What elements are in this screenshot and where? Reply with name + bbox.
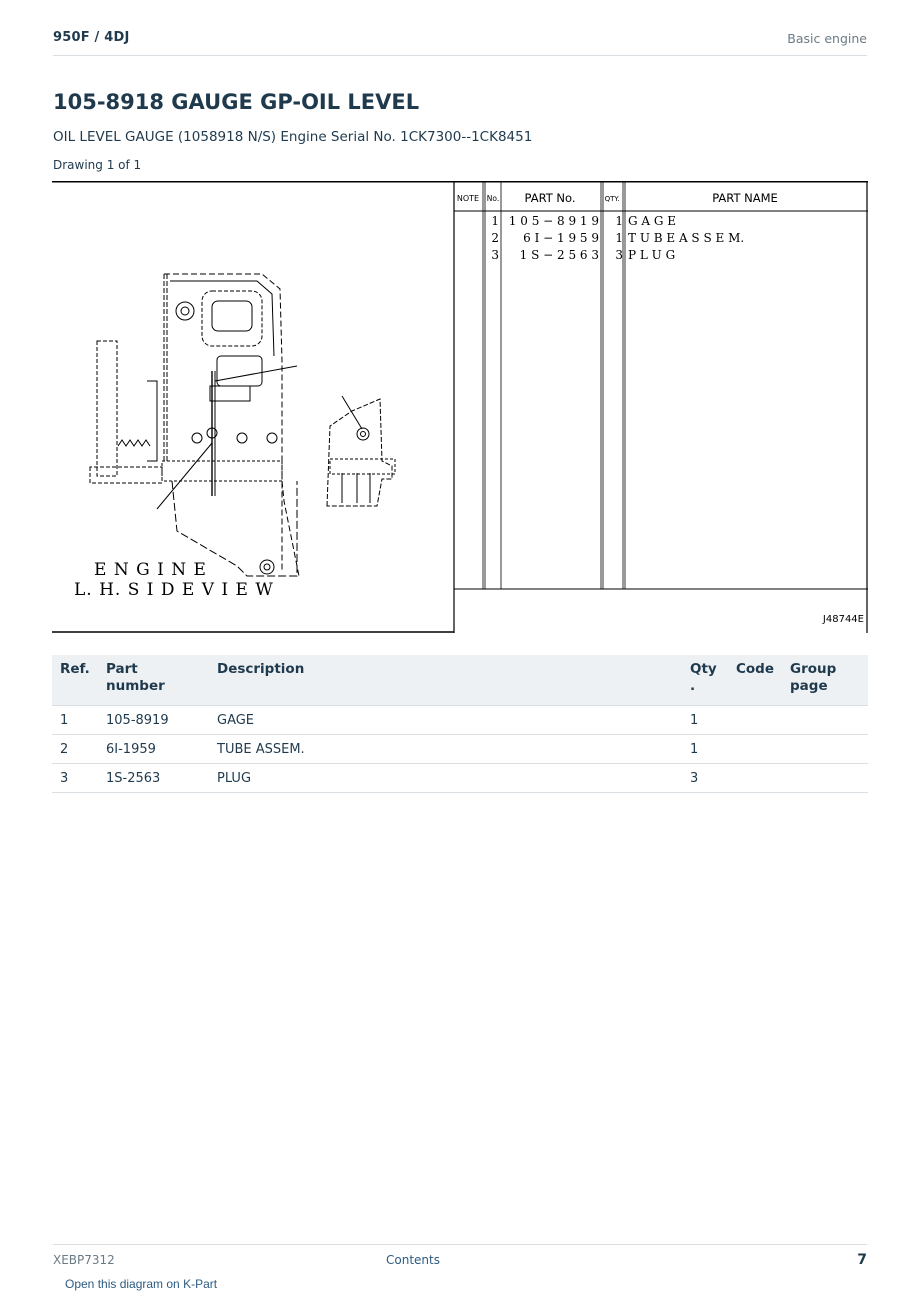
drawing-row-partname: G A G E xyxy=(628,214,677,228)
header-page-label: page xyxy=(790,678,828,694)
block-wall xyxy=(164,274,167,461)
table-row xyxy=(52,735,868,764)
footer-doc-code: XEBP7312 xyxy=(53,1253,115,1267)
header-qty xyxy=(682,655,728,706)
drain-plug-inner xyxy=(264,564,270,570)
page-subtitle: OIL LEVEL GAUGE (1058918 N/S) Engine Serial No. 1CK7300--1CK8451 xyxy=(53,129,533,145)
cell-ref: 2 xyxy=(52,735,98,764)
contents-link[interactable]: Contents xyxy=(386,1253,440,1267)
header-description: Description xyxy=(209,655,682,706)
cell-ref: 3 xyxy=(52,764,98,793)
table-row xyxy=(52,764,868,793)
bolt xyxy=(192,433,202,443)
drawing-id: J48744E xyxy=(822,614,864,625)
drawing-row-partno: 1 0 5 − 8 9 1 9 xyxy=(508,214,599,228)
cell-code xyxy=(728,735,782,764)
detail-plug-inner xyxy=(361,432,366,437)
drawing-row-qty: 1 xyxy=(615,231,623,245)
cell-group-page xyxy=(782,706,868,735)
cell-code xyxy=(728,706,782,735)
bolt xyxy=(267,433,277,443)
cell-description: TUBE ASSEM. xyxy=(209,735,682,764)
header-ref: Ref. xyxy=(52,655,98,706)
cell-group-page xyxy=(782,735,868,764)
drain-plug xyxy=(260,560,274,574)
bolt xyxy=(237,433,247,443)
cell-ref: 1 xyxy=(52,706,98,735)
drawing-row-partno: 1 S − 2 5 6 3 xyxy=(519,248,599,262)
col-partno-header: PART No. xyxy=(524,191,576,205)
valve-cover xyxy=(202,291,262,346)
belt-spring xyxy=(118,440,150,446)
drawing-row-qty: 3 xyxy=(615,248,623,262)
leader-line xyxy=(157,443,212,509)
view-label-side: L. H. S I D E V I E W xyxy=(74,580,274,600)
block-cover xyxy=(170,281,274,356)
crank-cover xyxy=(90,467,162,483)
table-row xyxy=(52,706,868,735)
col-qty-header: QTY. xyxy=(604,195,620,203)
cell-part-number: 105-8919 xyxy=(98,706,209,735)
manifold xyxy=(217,356,262,386)
pulley-bracket xyxy=(147,381,157,461)
oil-pan-side xyxy=(282,481,299,576)
footer-divider xyxy=(53,1244,867,1245)
header-code: Code xyxy=(728,655,782,706)
header-model: 950F / 4DJ xyxy=(53,30,130,45)
header-divider xyxy=(53,55,867,56)
filler-cap-inner xyxy=(181,307,189,315)
cell-description: GAGE xyxy=(209,706,682,735)
drawing-row-partno: 6 I − 1 9 5 9 xyxy=(523,231,599,245)
col-no-header: No. xyxy=(486,194,500,203)
parts-table xyxy=(52,655,868,793)
page-number: 7 xyxy=(857,1252,867,1268)
drawing-row-no: 2 xyxy=(491,231,499,245)
drawing-row-qty: 1 xyxy=(615,214,623,228)
detail-ribs xyxy=(342,473,370,503)
cell-description: PLUG xyxy=(209,764,682,793)
cell-qty: 1 xyxy=(682,706,728,735)
cell-code xyxy=(728,764,782,793)
block-outline xyxy=(164,274,282,571)
drawing-row-partname: P L U G xyxy=(628,248,676,262)
leader-line xyxy=(215,366,297,381)
drawing-row-no: 1 xyxy=(491,214,499,228)
header-section: Basic engine xyxy=(787,31,867,46)
page-title: 105-8918 GAUGE GP-OIL LEVEL xyxy=(53,90,420,114)
filler-cap xyxy=(176,302,194,320)
drawing-row-partname: T U B E A S S E M. xyxy=(628,231,745,245)
cell-qty: 1 xyxy=(682,735,728,764)
parts-diagram xyxy=(52,181,868,633)
header-qty-label: Qty xyxy=(690,661,717,677)
detail-flange xyxy=(330,459,395,474)
header-group-page xyxy=(782,655,868,706)
drawing-row-no: 3 xyxy=(491,248,499,262)
header-qty-dot: . xyxy=(690,678,696,694)
engine-illustration xyxy=(90,274,395,576)
cell-qty: 3 xyxy=(682,764,728,793)
col-partname-header: PART NAME xyxy=(712,191,778,205)
valve-cover-inner xyxy=(212,301,252,331)
open-diagram-link[interactable]: Open this diagram on K-Part xyxy=(65,1277,218,1291)
header-group-label: Group xyxy=(790,661,837,677)
cell-part-number: 1S-2563 xyxy=(98,764,209,793)
oil-pan-rail xyxy=(162,461,282,481)
cell-group-page xyxy=(782,764,868,793)
header-part-number: Part number xyxy=(98,655,209,706)
manifold-lower xyxy=(210,386,250,401)
detail-plug xyxy=(357,428,369,440)
table-header-row xyxy=(52,655,868,706)
view-label-engine: E N G I N E xyxy=(94,560,207,580)
detail-view xyxy=(327,399,392,506)
flywheel-shape xyxy=(97,341,117,476)
drawing-count: Drawing 1 of 1 xyxy=(53,158,142,172)
col-note-header: NOTE xyxy=(456,194,480,203)
leader-line xyxy=(342,396,362,429)
cell-part-number: 6I-1959 xyxy=(98,735,209,764)
